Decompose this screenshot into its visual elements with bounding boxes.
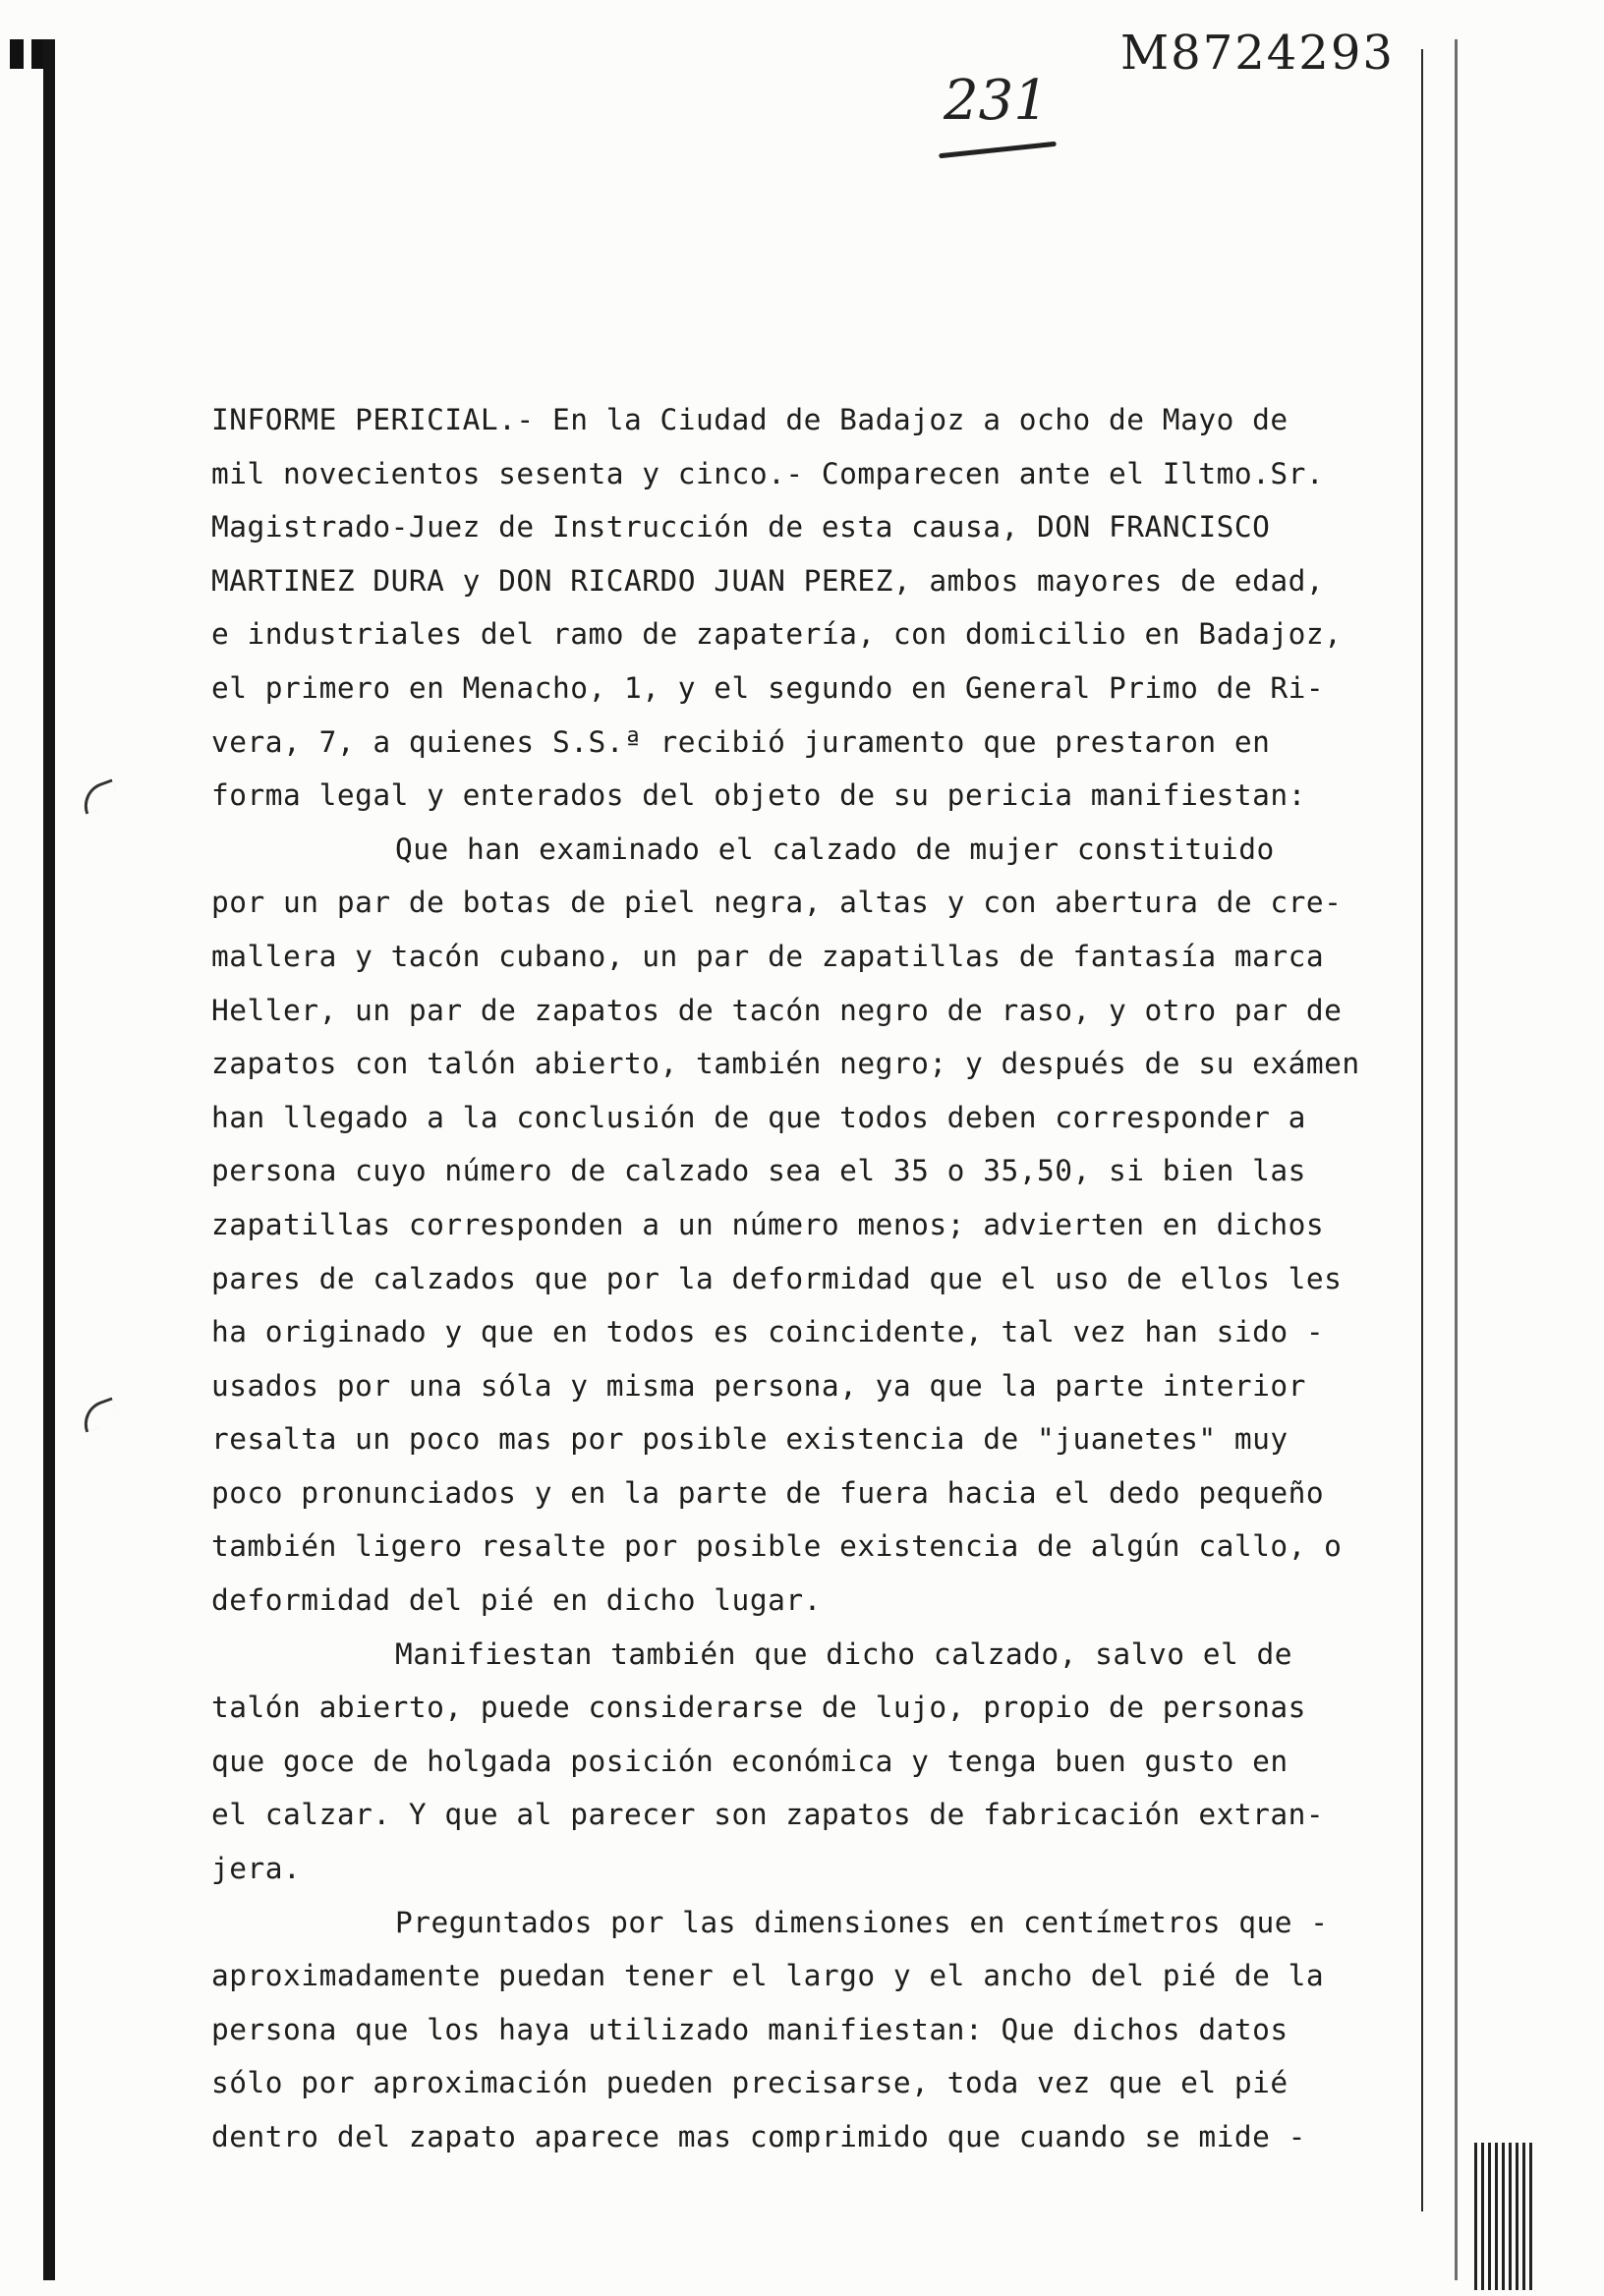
text-line: han llegado a la conclusión de que todos deben corresponder a <box>211 1100 1306 1134</box>
margin-hole-mark <box>78 1397 120 1432</box>
margin-hole-mark <box>78 778 120 814</box>
text-line: mil novecientos sesenta y cinco.- Comparecen ante el Iltmo.Sr. <box>211 456 1325 490</box>
text-line: también ligero resalte por posible existencia de algún callo, o <box>211 1529 1343 1564</box>
text-line: ha originado y que en todos es coincidente, tal vez han sido - <box>211 1315 1325 1349</box>
scan-right-fold-line <box>1421 49 1423 2211</box>
text-line: dentro del zapato aparece mas comprimido que cuando se mide - <box>211 2120 1306 2153</box>
text-line: poco pronunciados y en la parte de fuera hacia el dedo pequeño <box>211 1475 1325 1510</box>
handwritten-folio-number: 231 <box>944 69 1049 133</box>
text-line: Que han examinado el calzado de mujer constituido <box>395 832 1275 866</box>
text-line: sólo por aproximación pueden precisarse, toda vez que el pié <box>211 2066 1289 2100</box>
text-line: persona que los haya utilizado manifiestan: Que dichos datos <box>211 2012 1289 2046</box>
text-line: aproximadamente puedan tener el largo y el ancho del pié de la <box>211 1959 1325 1993</box>
text-line: INFORME PERICIAL.- En la Ciudad de Badajoz a ocho de Mayo de <box>211 403 1289 436</box>
text-line: forma legal y enterados del objeto de su pericia manifiestan: <box>211 778 1306 813</box>
text-line: MARTINEZ DURA y DON RICARDO JUAN PEREZ, ambos mayores de edad, <box>211 563 1325 598</box>
report-body <box>211 393 1420 2164</box>
text-line: por un par de botas de piel negra, altas y con abertura de cre- <box>211 886 1343 920</box>
text-line: zapatos con talón abierto, también negro; y después de su exámen <box>211 1047 1360 1081</box>
text-line: zapatillas corresponden a un número menos; advierten en dichos <box>211 1207 1325 1241</box>
text-line: que goce de holgada posición económica y tenga buen gusto en <box>211 1744 1289 1778</box>
text-line: Magistrado-Juez de Instrucción de esta causa, DON FRANCISCO <box>211 510 1271 545</box>
text-line: talón abierto, puede considerarse de lujo, propio de personas <box>211 1691 1306 1725</box>
text-line: el primero en Menacho, 1, y el segundo en General Primo de Ri- <box>211 670 1325 705</box>
text-line: pares de calzados que por la deformidad que el uso de ellos les <box>211 1261 1343 1295</box>
text-line: deformidad del pié en dicho lugar. <box>211 1583 822 1618</box>
text-line: vera, 7, a quienes S.S.ª recibió juramento que prestaron en <box>211 724 1271 759</box>
text-line: Preguntados por las dimensiones en centímetros que - <box>395 1905 1329 1939</box>
text-line: resalta un poco mas por posible existencia de "juanetes" muy <box>211 1422 1289 1457</box>
scan-binding-edge <box>43 39 55 2280</box>
folio-underline <box>939 142 1057 159</box>
text-line: usados por una sóla y misma persona, ya que la parte interior <box>211 1368 1306 1403</box>
text-line: el calzar. Y que al parecer son zapatos de fabricación extran- <box>211 1798 1325 1832</box>
scan-edge-noise <box>1474 2143 1533 2290</box>
document-id-stamp: M8724293 <box>1120 26 1395 81</box>
text-line: e industriales del ramo de zapatería, con domicilio en Badajoz, <box>211 617 1343 652</box>
scan-right-edge <box>1455 39 1458 2280</box>
text-line: mallera y tacón cubano, un par de zapatillas de fantasía marca <box>211 939 1325 973</box>
text-line: Manifiestan también que dicho calzado, salvo el de <box>395 1636 1293 1671</box>
text-line: jera. <box>211 1852 302 1886</box>
text-line: persona cuyo número de calzado sea el 35 o 35,50, si bien las <box>211 1154 1306 1188</box>
text-line: Heller, un par de zapatos de tacón negro de raso, y otro par de <box>211 993 1343 1027</box>
